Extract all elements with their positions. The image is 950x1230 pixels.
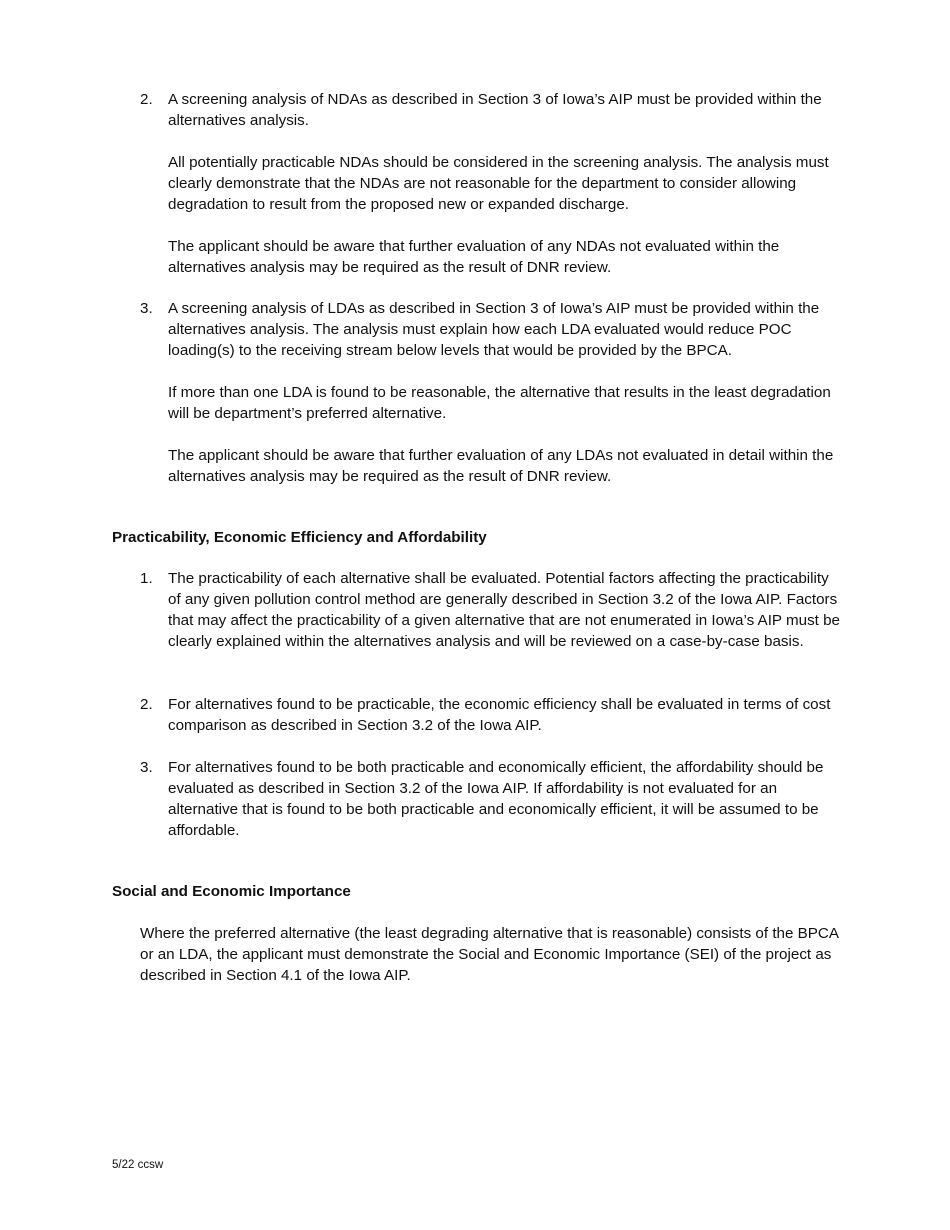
list-number: 2. [140, 696, 153, 713]
section-heading-sei: Social and Economic Importance [112, 883, 351, 900]
list-number: 3. [140, 300, 153, 317]
section-heading-practicability: Practicability, Economic Efficiency and Affordability [112, 529, 487, 546]
list-item-lda-screening [140, 298, 840, 487]
list-item-practicability [140, 568, 840, 652]
paragraph: The applicant should be aware that further evaluation of any NDAs not evaluated within the alternatives analysis may be required as the result of DNR review. [168, 238, 780, 276]
paragraph: A screening analysis of LDAs as described in Section 3 of Iowa’s AIP must be provided within the alternatives analysis. The analysis must explain how each LDA evaluated would reduce POC loading(s) to the receiving stream below levels that would be provided by the BPCA. [168, 300, 820, 359]
paragraph: For alternatives found to be both practicable and economically efficient, the affordability should be evaluated as described in Section 3.2 of the Iowa AIP. If affordability is not evaluated for an alternative that is found to be both practicable and economically efficient, it will be assumed to be affordable. [168, 759, 824, 839]
paragraph: The practicability of each alternative shall be evaluated. Potential factors affecting the practicability of any given pollution control method are generally described in Section 3.2 of the Iowa AIP. Factors that may affect the practicability of a given alternative that are not enumerated in Iowa’s AIP must be clearly explained within the alternatives analysis and will be reviewed on a case-by-case basis. [168, 570, 841, 650]
paragraph: For alternatives found to be practicable, the economic efficiency shall be evaluated in terms of cost comparison as described in Section 3.2 of the Iowa AIP. [168, 696, 831, 734]
list-number: 2. [140, 91, 153, 108]
list-number: 3. [140, 759, 153, 776]
footer-revision-note: 5/22 ccsw [112, 1159, 164, 1171]
paragraph: The applicant should be aware that further evaluation of any LDAs not evaluated in detail within the alternatives analysis may be required as the result of DNR review. [168, 447, 834, 485]
list-item-nda-screening [140, 89, 840, 278]
list-item-affordability [140, 757, 840, 841]
list-item-economic-efficiency [140, 694, 840, 736]
paragraph: A screening analysis of NDAs as described in Section 3 of Iowa’s AIP must be provided within the alternatives analysis. [168, 91, 822, 129]
sei-paragraph: Where the preferred alternative (the least degrading alternative that is reasonable) consists of the BPCA or an LDA, the applicant must demonstrate the Social and Economic Importance (SEI) of the project as described in Section 4.1 of the Iowa AIP. [140, 925, 839, 984]
paragraph: If more than one LDA is found to be reasonable, the alternative that results in the least degradation will be department’s preferred alternative. [168, 384, 831, 422]
paragraph: All potentially practicable NDAs should be considered in the screening analysis. The analysis must clearly demonstrate that the NDAs are not reasonable for the department to consider allowing degradation to result from the proposed new or expanded discharge. [168, 154, 829, 213]
list-number: 1. [140, 570, 153, 587]
